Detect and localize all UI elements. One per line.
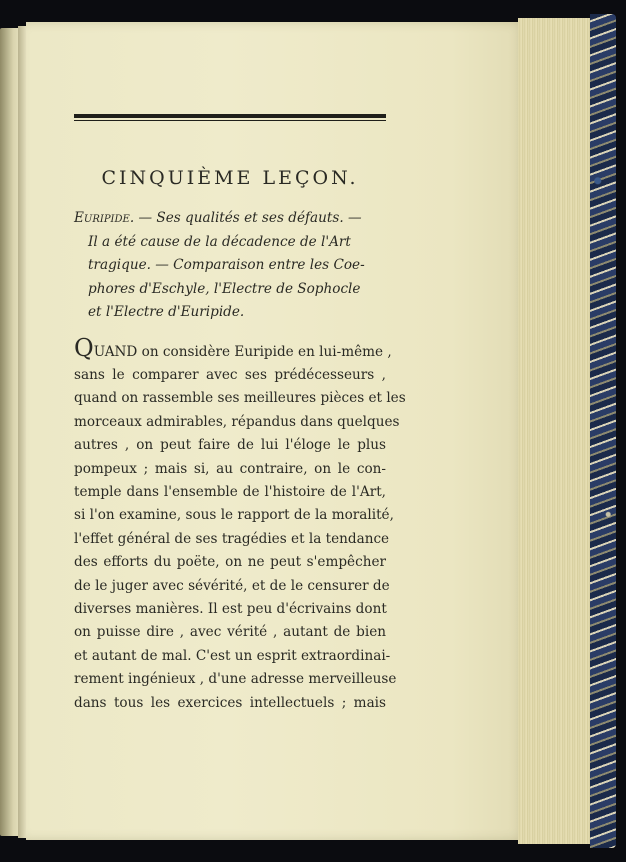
summary-line: tragique. — Comparaison entre les Coe- bbox=[88, 257, 365, 273]
marbled-cover bbox=[590, 14, 616, 848]
summary-line: phores d'Eschyle, l'Electre de Sophocle bbox=[88, 280, 361, 297]
body-line: et autant de mal. C'est un esprit extraordinai- bbox=[74, 647, 391, 664]
body-line: des efforts du poëte, on ne peut s'empêcher bbox=[74, 554, 386, 571]
summary-line bbox=[74, 207, 386, 231]
chapter-title: CINQUIÈME LEÇON. bbox=[101, 167, 359, 189]
summary-line-rest: — Ses qualités et ses défauts. — bbox=[134, 210, 362, 226]
first-word-rest: UAND bbox=[93, 343, 138, 360]
body-line: quand on rassemble ses meilleures pièces et les bbox=[74, 390, 406, 407]
drop-cap: Q bbox=[74, 333, 94, 362]
body-line: pompeux ; mais si, au contraire, on le con- bbox=[74, 460, 386, 477]
body-line: de le juger avec sévérité, et de le censurer de bbox=[74, 577, 390, 594]
page-block-edges bbox=[518, 18, 596, 844]
page-content bbox=[74, 110, 406, 715]
body-text bbox=[74, 333, 406, 716]
body-line: on puisse dire , avec vérité , autant de bien bbox=[74, 624, 386, 641]
summary-line: Il a été cause de la décadence de l'Art bbox=[88, 233, 351, 250]
body-line: rement ingénieux , d'une adresse merveilleuse bbox=[74, 671, 397, 688]
body-line: sans le comparer avec ses prédécesseurs , bbox=[74, 366, 386, 383]
body-line: morceaux admirables, répandus dans quelques bbox=[74, 413, 400, 430]
summary-line: et l'Electre d'Euripide. bbox=[88, 304, 245, 320]
body-line: dans tous les exercices intellectuels ; mais bbox=[74, 694, 386, 711]
body-line: autres , on peut faire de lui l'éloge le plus bbox=[74, 437, 386, 454]
first-line-rest: on considère Euripide en lui-même , bbox=[137, 343, 392, 360]
chapter-summary bbox=[74, 207, 386, 325]
header-rule-thick bbox=[74, 114, 386, 118]
body-line: l'effet général de ses tragédies et la tendance bbox=[74, 530, 390, 547]
header-rule-thin bbox=[74, 120, 386, 121]
summary-author: Euripide. bbox=[74, 210, 135, 226]
body-line: si l'on examine, sous le rapport de la moralité, bbox=[74, 507, 394, 524]
body-line: diverses manières. Il est peu d'écrivains dont bbox=[74, 600, 387, 617]
body-line: temple dans l'ensemble de l'histoire de l'Art, bbox=[74, 483, 386, 500]
body-first-line bbox=[74, 333, 392, 364]
